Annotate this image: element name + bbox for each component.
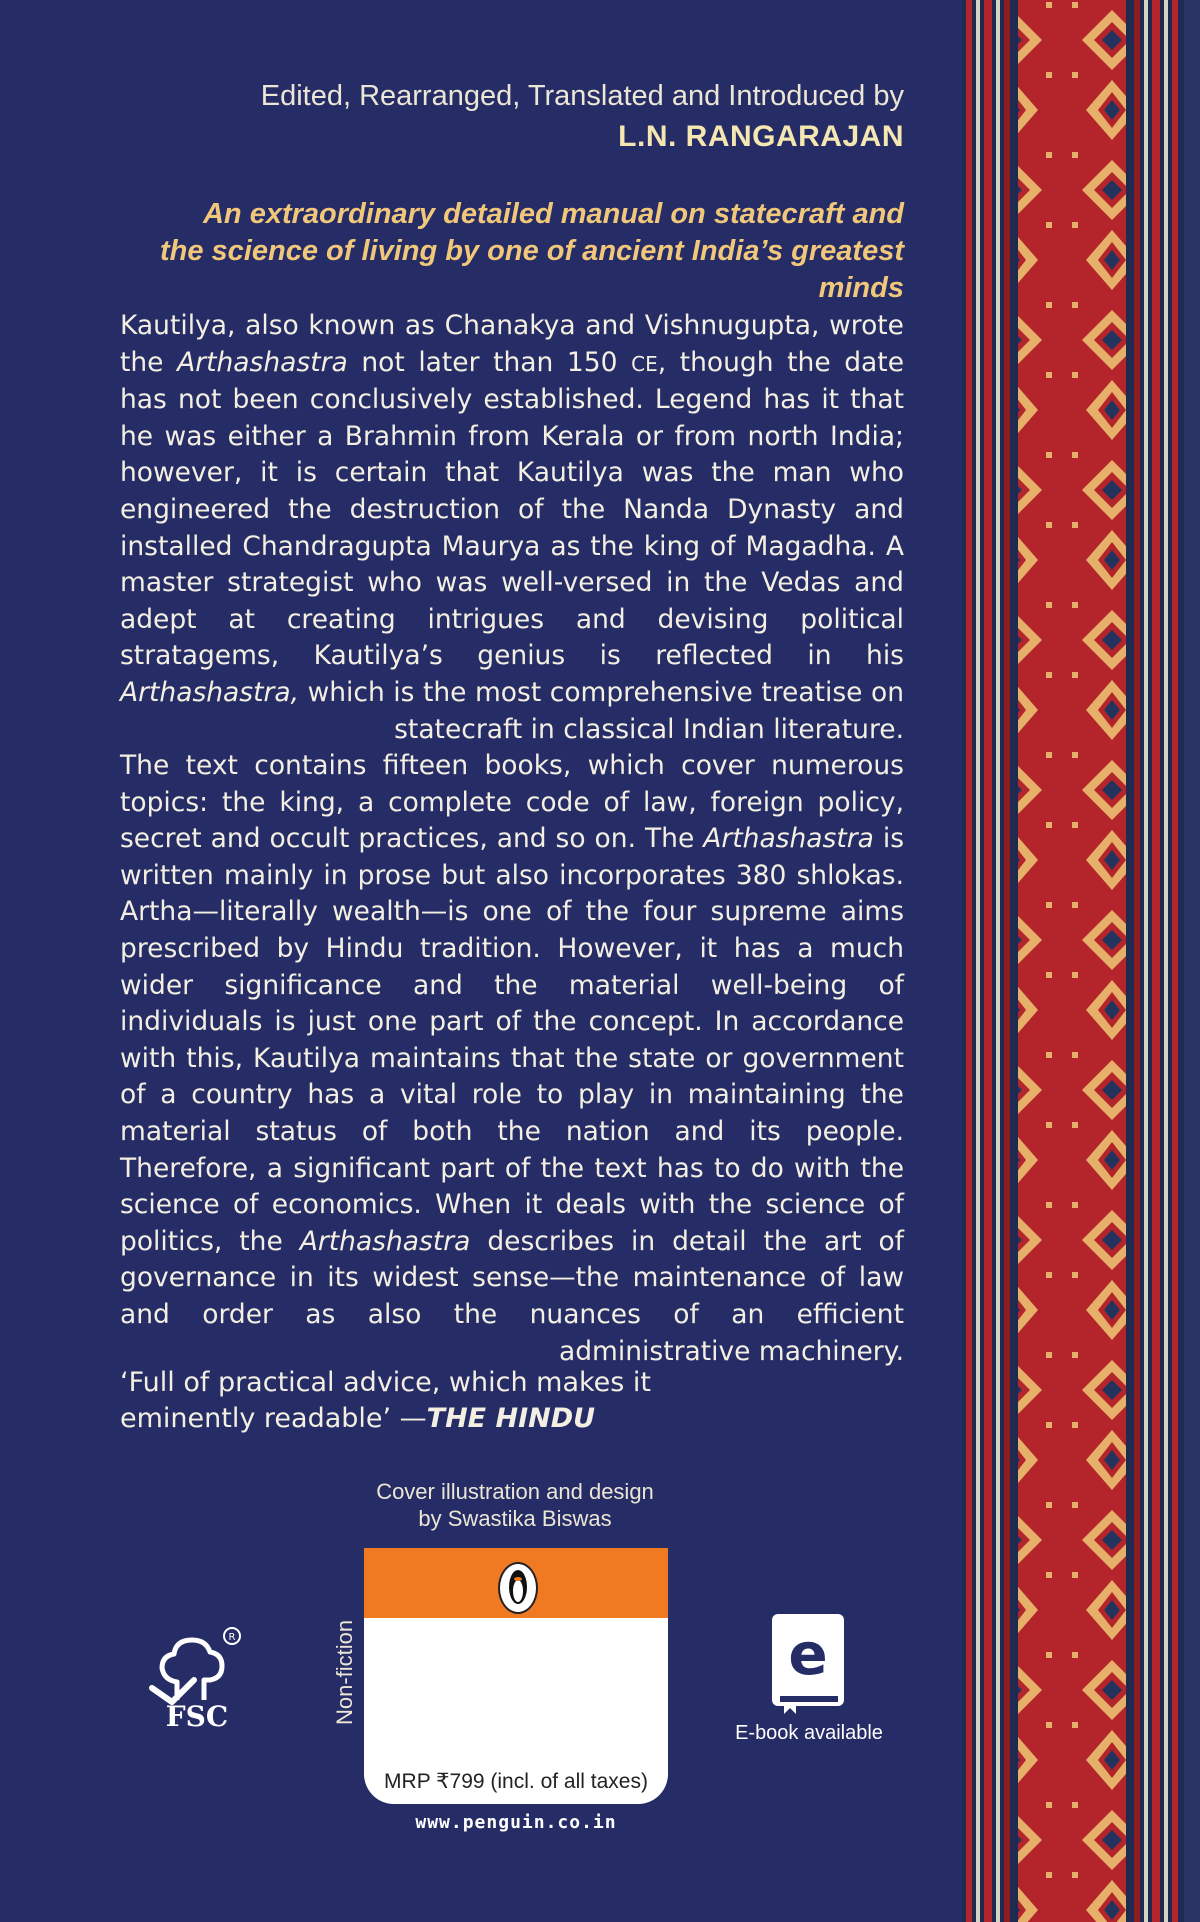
quote-text: ‘Full of practical advice, which makes it eminently readable’ — xyxy=(120,1367,652,1434)
penguin-logo-icon xyxy=(498,1562,538,1614)
price-label: MRP ₹799 (incl. of all taxes) xyxy=(384,1770,648,1793)
ebook-icon xyxy=(770,1612,846,1714)
press-quote xyxy=(120,1365,760,1437)
cover-credit-line-1: Cover illustration and design xyxy=(376,1479,654,1504)
website-url: www.penguin.co.in xyxy=(415,1812,617,1833)
category-text: Non-fiction xyxy=(332,1619,357,1725)
para2-title-1: Arthashastra xyxy=(703,823,874,855)
fsc-label: FSC xyxy=(165,1700,229,1733)
tagline-line-2: the science of living by one of ancient India’s greatest minds xyxy=(160,235,904,304)
para1-text-1: Kautilya, also known as Chanakya and Vishnugupta, wrote the xyxy=(120,310,904,378)
para2-text-3: describes in detail the art of governance in its widest sense—the maintenance of law and order as also the nuances of an efficient administrative machinery. xyxy=(120,1225,904,1367)
ebook-label: E-book available xyxy=(735,1722,883,1744)
para1-title-2: Arthashastra, xyxy=(120,676,300,708)
description-paragraph-1 xyxy=(120,308,904,748)
svg-text:R: R xyxy=(228,1632,236,1643)
penguin-band xyxy=(364,1548,668,1618)
price-box xyxy=(364,1548,668,1804)
cover-credit xyxy=(330,1478,700,1532)
para2-text-1: The text contains fifteen books, which cover numerous topics: the king, a complete code of law, foreign policy, secret and occult practices, and so on. The xyxy=(120,750,904,855)
para1-text-3: , though the date has not been conclusively established. Legend has it that he was either a Brahmin from Kerala or from north India; however, it is certain that Kautilya was the man who engineered the destruction of the Nanda Dynasty and installed Chandragupta Maurya as the king of Magadha. A master strategist who was well-versed in the Vedas and adept at creating intrigues and devising political stratagems, Kautilya’s genius is reflected in his xyxy=(120,346,904,672)
para2-title-2: Arthashastra xyxy=(299,1225,471,1257)
quote-source: THE HINDU xyxy=(426,1403,596,1434)
tagline xyxy=(120,196,904,307)
para1-text-4: which is the most comprehensive treatise on statecraft in classical Indian literature. xyxy=(299,676,904,745)
author-name: L.N. RANGARAJAN xyxy=(618,120,904,153)
para2-text-2: is written mainly in prose but also incorporates 380 shlokas. Artha—literally wealth—is one of the four supreme aims prescribed by Hindu tradition. However, it has a much wider significance and the material well-being of individuals is just one part of the concept. In accordance with this, Kautilya maintains that the state or government of a country has a vital role to play in maintaining the material status of both the nation and its people. Therefore, a significant part of the text has to do with the science of economics. When it deals with the science of politics, the xyxy=(120,823,905,1257)
tagline-line-1: An extraordinary detailed manual on statecraft and xyxy=(202,198,904,230)
description-paragraph-2 xyxy=(120,748,904,1370)
cover-credit-line-2: by Swastika Biswas xyxy=(418,1506,612,1531)
svg-text:e: e xyxy=(788,1620,828,1688)
credit-line: Edited, Rearranged, Translated and Introduced by xyxy=(260,80,904,112)
decorative-border xyxy=(962,0,1200,1922)
para1-text-2: not later than 150 xyxy=(347,346,632,378)
para1-title-1: Arthashastra xyxy=(177,346,348,378)
para1-era: CE xyxy=(631,351,658,376)
